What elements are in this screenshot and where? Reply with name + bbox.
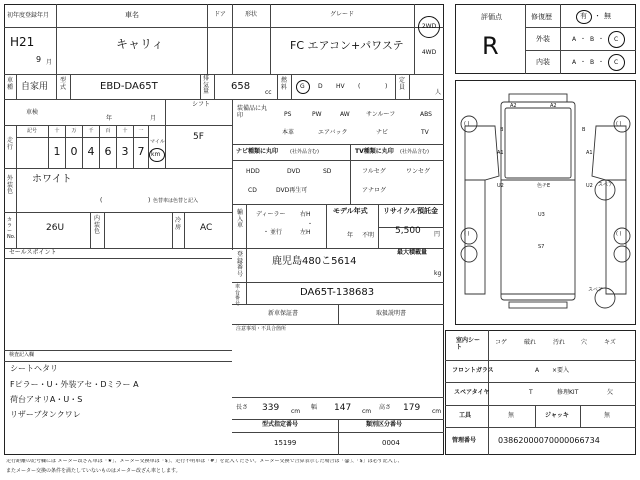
import-dealer: ディーラー (256, 211, 286, 218)
navi-cd: CD (248, 187, 257, 194)
truck-outline-svg (455, 80, 636, 325)
diag-b-l: B (500, 127, 504, 133)
chassis-value: DA65T-138683 (300, 287, 375, 298)
interior-sheet-label: 室内シート (456, 337, 481, 352)
recycle-value: 5,500 (395, 226, 421, 236)
equip-tv: TV (421, 129, 429, 136)
color-code-label: カラーNo. (7, 217, 16, 240)
navi-sd: SD (323, 168, 332, 175)
drive-4wd: 4WD (421, 49, 437, 56)
digit-header-2: 万 (71, 128, 77, 134)
sheet-dirt: 汚れ (553, 339, 566, 346)
warranty-label: 新車保証書 (268, 310, 299, 317)
inspector-line-3: リザーブタンクワレ (10, 410, 81, 419)
body-type-label: 形状 (244, 11, 258, 18)
shift-value: 5F (193, 132, 204, 142)
max-load-label: 最大積載量 (397, 249, 428, 256)
footnote-line-2: またメーター交換の条件を満たしていないものはメーター改ざん車とします。 (6, 468, 181, 474)
tv-fullseg: フルセグ (362, 168, 386, 175)
int-grade-a: A (572, 59, 577, 66)
tv-type-note: (社外品含む) (400, 149, 429, 155)
mileage-digit-5: 7 (137, 145, 145, 158)
mileage-digit-4: 3 (121, 145, 129, 158)
wheel-fr-label: ( ) (616, 121, 622, 127)
sheet-scratch: キズ (604, 339, 616, 346)
front-glass-replace: ×要入 (552, 367, 570, 374)
ext-sep-2: ・ (598, 36, 605, 43)
wheel-rr-label: ( ) (616, 231, 622, 237)
fuel-paren-r: ) (385, 83, 388, 90)
navi-dvd-play: DVD再生可 (276, 187, 308, 194)
int-sep-1: ・ (580, 59, 587, 66)
equip-ps: PS (284, 111, 292, 118)
car-name-label: 車名 (125, 11, 139, 19)
height-label: 高さ (379, 404, 392, 411)
grade-value: FC エアコン+パワステ (290, 39, 404, 52)
shift-label: シフト (192, 101, 211, 108)
wheel-fl-label: ( ) (464, 121, 470, 127)
mileage-digit-3: 6 (104, 145, 112, 158)
import-dot-2: ・ (307, 221, 314, 228)
interior-grade-label: 内装 (536, 58, 550, 66)
repair-sep: ・ (594, 12, 601, 20)
manual-label: 取扱説明書 (376, 310, 407, 317)
diag-a2-l: A2 (510, 103, 517, 109)
length-value: 339 (262, 403, 280, 413)
diag-a2-r: A2 (550, 103, 557, 109)
spare-tire-label: スペアタイヤ (454, 389, 490, 396)
equip-leather: 本革 (282, 129, 295, 136)
cc-unit: cc (265, 89, 272, 96)
capacity-label: 定員 (399, 77, 406, 91)
reg-month: 9 (36, 55, 42, 64)
month-unit: 月 (46, 59, 53, 66)
capacity-unit: 人 (435, 89, 442, 96)
diag-u3: U3 (538, 212, 545, 218)
sheet-hole: 穴 (581, 339, 588, 346)
wheel-rl-label: ( ) (464, 231, 470, 237)
tv-analog: アナログ (362, 187, 387, 194)
mileage-label: 走行 (7, 137, 14, 151)
inspection-year-unit: 年 (106, 115, 113, 122)
equipment-label: 装備品に丸印 (237, 105, 268, 119)
inspector-line-1: Fピラー・U・外装アセ・Dミラー A (10, 380, 139, 389)
tv-type-label: TV種類に丸印 (355, 148, 394, 155)
exterior-paren-l: ( (100, 197, 103, 204)
front-glass-label: フロントガラス (452, 367, 494, 374)
jack-none: 無 (604, 412, 611, 419)
int-grade-c: C (614, 59, 619, 66)
first-reg-label: 初年度登録年月 (7, 12, 50, 19)
recycle-yen: 円 (434, 231, 441, 238)
diag-spare-1: スペア (598, 182, 614, 188)
diag-u2-l: U2 (497, 183, 504, 189)
height-value: 179 (403, 403, 421, 413)
height-cm: cm (432, 408, 442, 415)
reg-year: H21 (10, 35, 35, 49)
car-kind-label: 車種 (7, 77, 14, 91)
tools-none: 無 (508, 412, 515, 419)
footnote-line-1: 走行距離の記号欄には メーター改ざん車は「★」、メーター交換車は「$」、走行不明車は「#」を記入ください。メーター交換で合算表示した場合は「@」、「$」は必ず記入し、 (6, 459, 403, 464)
import-label: 輸入車 (237, 209, 244, 230)
recycle-label: リサイクル預託金 (383, 207, 439, 215)
diag-spare-2: スペア (588, 287, 604, 293)
class-no-value: 0004 (382, 439, 400, 447)
int-grade-b: B (590, 59, 595, 66)
displacement-label: 排気量 (203, 75, 210, 96)
digit-header-0: 記号 (26, 128, 38, 134)
tools-label: 工具 (459, 412, 472, 419)
equip-sunroof: サンルーフ (366, 111, 396, 118)
displacement-value: 658 (231, 81, 251, 92)
type-no-value: 15199 (274, 439, 297, 447)
plate-value: 鹿児島480こ5614 (272, 256, 357, 267)
model-value: EBD-DA65T (100, 81, 158, 92)
import-dot-1: ・ (263, 229, 270, 236)
jack-label: ジャッキ (545, 412, 569, 419)
diag-a1-r: A1 (586, 150, 593, 156)
equip-abs: ABS (420, 111, 432, 118)
fuel-label: 燃料 (281, 77, 288, 91)
fuel-hv: HV (336, 83, 345, 90)
digit-header-6: 一 (138, 128, 144, 134)
fuel-paren-l: ( (358, 83, 361, 90)
import-right: 右H (300, 211, 311, 218)
import-parallel: 並行 (270, 229, 283, 236)
notes-label: 注意事項・不具合箇所 (236, 326, 287, 332)
spare-tire-missing: 欠 (607, 389, 614, 396)
score-value: R (482, 32, 499, 60)
tv-oneseg: ワンセグ (406, 168, 431, 175)
sheet-tear: 破れ (524, 339, 537, 346)
length-label: 長さ (236, 404, 249, 411)
exterior-paren-r: ) (148, 197, 151, 204)
ext-sep-1: ・ (580, 36, 587, 43)
ext-grade-c: C (614, 36, 619, 43)
fuel-d: D (318, 83, 323, 90)
width-cm: cm (362, 408, 372, 415)
mileage-unit-mile: マイル (150, 139, 165, 145)
repair-label: 修復歴 (531, 13, 552, 21)
type-no-label: 型式指定番号 (262, 421, 299, 428)
inspector-label: 検査記入欄 (9, 352, 35, 358)
digit-header-1: 十 (54, 128, 60, 134)
digit-header-5: 十 (122, 128, 128, 134)
mileage-digit-0: 1 (53, 145, 61, 158)
car-name: キャリィ (116, 37, 164, 51)
model-year-unknown: 不明 (362, 232, 375, 239)
diag-center-label: 色チE (537, 183, 551, 189)
exterior-color-value: ホワイト (32, 174, 72, 185)
management-label: 管理番号 (452, 437, 477, 444)
interior-color-label: 内装色 (94, 215, 101, 236)
class-no-label: 類別区分番号 (366, 421, 403, 428)
exterior-note: 色替車は色替と記入 (153, 198, 199, 204)
equip-navi: ナビ (376, 129, 389, 136)
fuel-g: G (300, 83, 305, 90)
digit-header-4: 百 (105, 128, 111, 134)
equip-airbag: エアバック (318, 129, 348, 136)
width-label: 幅 (311, 404, 318, 411)
diag-u2-r: U2 (586, 183, 593, 189)
drive-2wd: 2WD (421, 23, 437, 30)
mileage-digit-2: 4 (87, 145, 95, 158)
navi-dvd: DVD (287, 168, 301, 175)
int-sep-2: ・ (598, 59, 605, 66)
management-value: 03862000070000066734 (498, 436, 600, 445)
inspection-label: 車検 (26, 109, 39, 116)
sales-point-label: セールスポイント (9, 249, 57, 256)
diag-a1-l: A1 (497, 150, 504, 156)
ext-grade-b: B (590, 36, 595, 43)
equip-aw: AW (340, 111, 350, 118)
model-year-suffix: 年 (347, 232, 354, 239)
navi-hdd: HDD (246, 168, 260, 175)
exterior-color-label: 外装色 (7, 175, 14, 196)
navi-type-note: (社外品含む) (290, 149, 319, 155)
sheet-burn: コゲ (495, 339, 508, 346)
repair-no: 無 (604, 12, 611, 20)
grade-label: グレード (329, 11, 355, 18)
use-type: 自家用 (21, 82, 49, 92)
ac-label: 冷房 (175, 217, 182, 231)
color-code-value: 26U (46, 223, 65, 233)
max-load-unit: kg (434, 270, 442, 277)
exterior-grade-label: 外装 (536, 35, 550, 43)
diag-s7: S7 (538, 244, 545, 250)
plate-label: 登録番号 (237, 251, 244, 278)
navi-type-label: ナビ種類に丸印 (236, 148, 279, 155)
width-value: 147 (334, 403, 352, 413)
spare-tire-kit: 修理KIT (557, 389, 579, 396)
import-left: 左H (300, 229, 311, 236)
model-year-label: モデル年式 (333, 207, 368, 215)
mileage-unit-km: km (151, 151, 161, 158)
spare-tire-t: T (529, 389, 533, 396)
chassis-label: 車台番号 (235, 284, 241, 307)
ac-value: AC (200, 223, 213, 233)
ext-grade-a: A (572, 36, 577, 43)
length-cm: cm (291, 408, 301, 415)
door-label: ドア (214, 11, 226, 18)
score-label: 評価点 (481, 13, 502, 21)
equip-pw: PW (312, 111, 322, 118)
front-glass-a: A (535, 367, 540, 374)
model-label: 型式 (60, 77, 67, 91)
diag-b-r: B (582, 127, 586, 133)
mileage-digit-1: 0 (70, 145, 78, 158)
inspector-line-0: シートヘタリ (10, 364, 58, 373)
repair-yes: 有 (580, 12, 587, 20)
inspection-month-unit: 月 (150, 115, 157, 122)
inspector-line-2: 荷台アオリA・U・S (10, 395, 83, 404)
digit-header-3: 千 (88, 128, 94, 134)
